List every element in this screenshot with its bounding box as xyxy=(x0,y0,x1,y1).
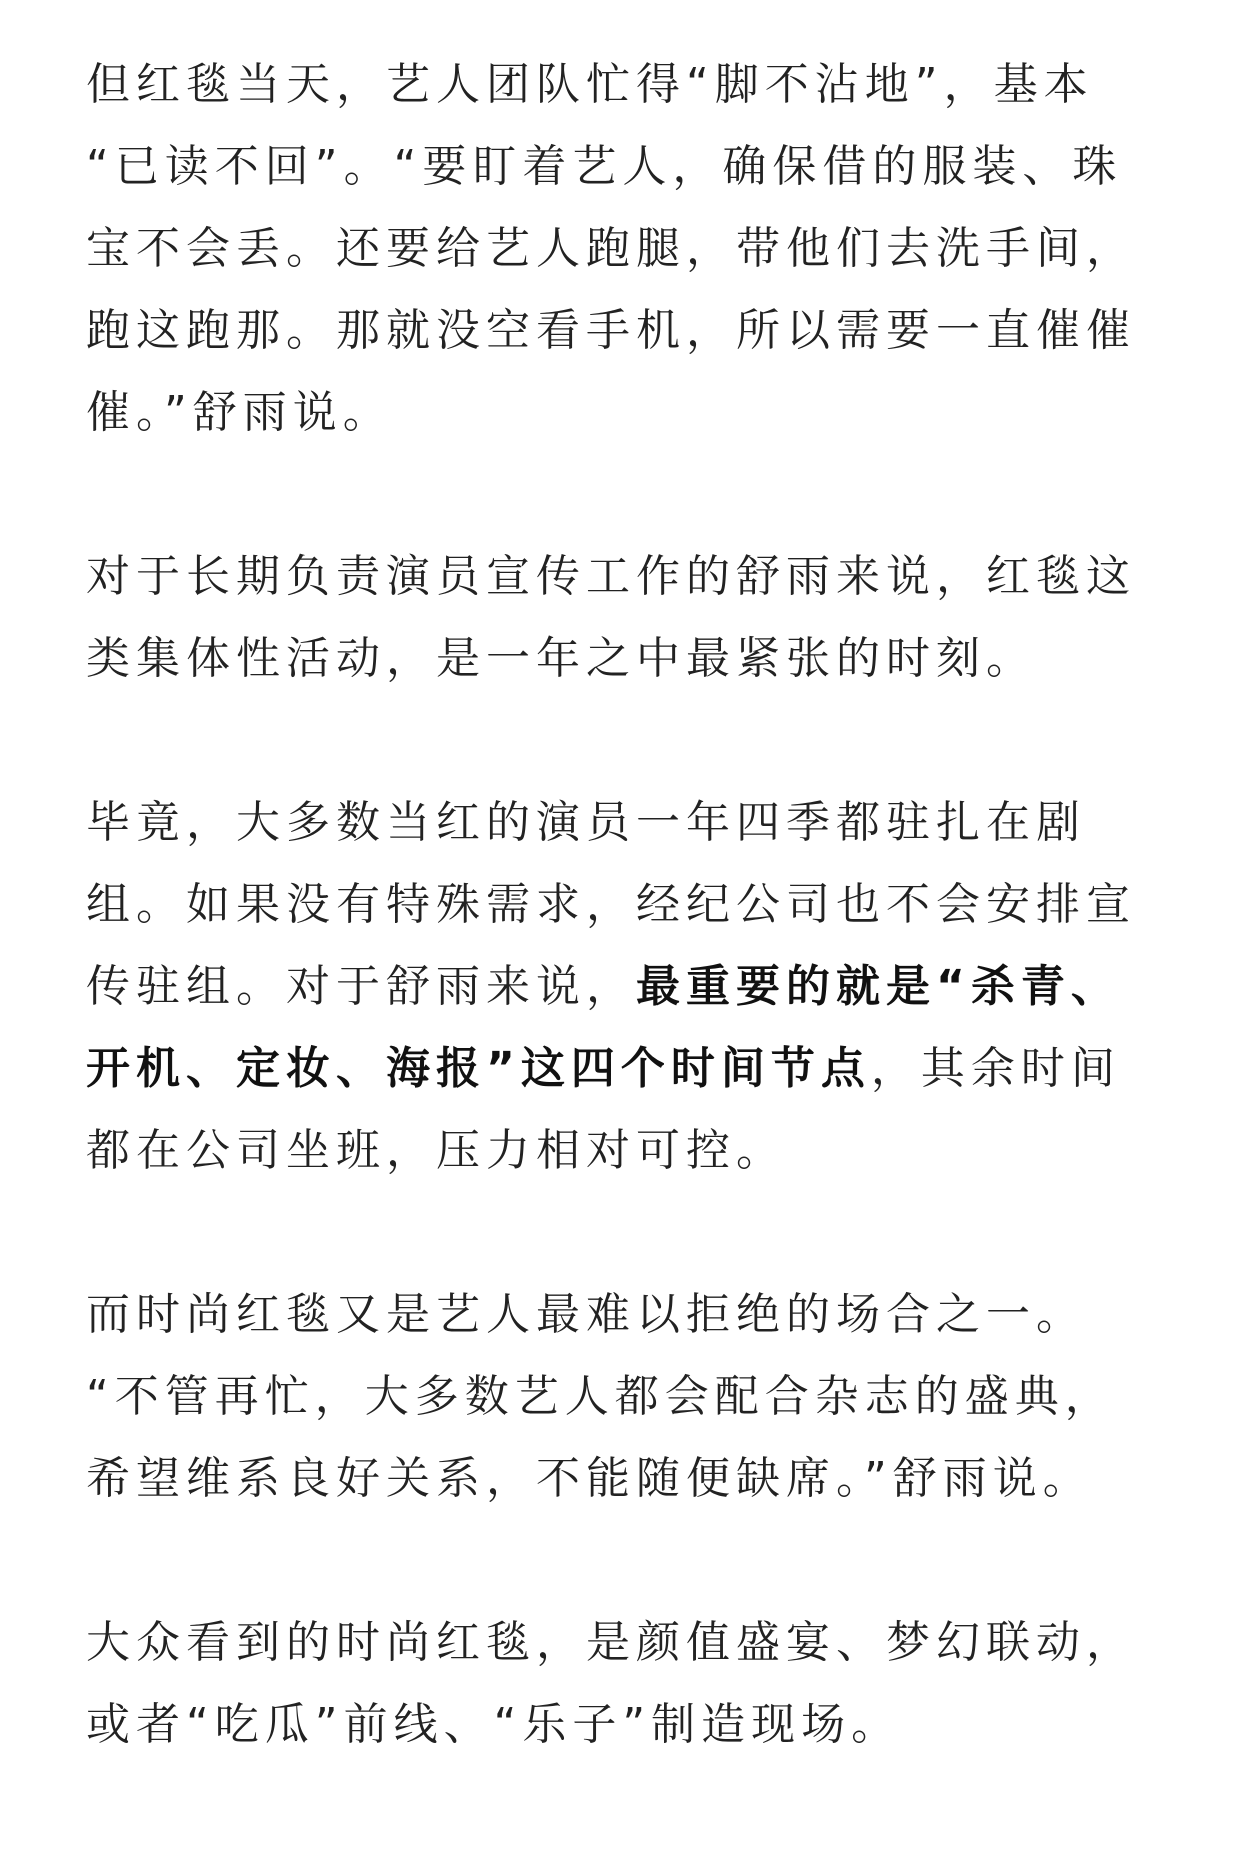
bold-emphasis: 开机、定妆、海报”这四个时间节点 xyxy=(86,1043,871,1094)
text-line: “已读不回”。“要盯着艺人，确保借的服装、珠 xyxy=(86,141,1123,192)
paragraph-1 xyxy=(86,44,1166,454)
text-line: 但红毯当天，艺人团队忙得“脚不沾地”，基本 xyxy=(86,59,1094,110)
text-line: “不管再忙，大多数艺人都会配合杂志的盛典， xyxy=(86,1371,1115,1422)
paragraph-2 xyxy=(86,536,1166,700)
text-line: 类集体性活动，是一年之中最紧张的时刻。 xyxy=(86,633,1036,684)
text-line: 宝不会丢。还要给艺人跑腿，带他们去洗手间， xyxy=(86,223,1136,274)
text-line: 而时尚红毯又是艺人最难以拒绝的场合之一。 xyxy=(86,1289,1086,1340)
article-body xyxy=(86,44,1166,1766)
bold-emphasis: 最重要的就是“杀青、 xyxy=(636,961,1121,1012)
text-line: 传驻组。对于舒雨来说，最重要的就是“杀青、 xyxy=(86,961,1121,1012)
text-line: 开机、定妆、海报”这四个时间节点，其余时间 xyxy=(86,1043,1121,1094)
text-line: 都在公司坐班，压力相对可控。 xyxy=(86,1125,786,1176)
text-line: 组。如果没有特殊需求，经纪公司也不会安排宣 xyxy=(86,879,1136,930)
text-line: 希望维系良好关系，不能随便缺席。”舒雨说。 xyxy=(86,1453,1093,1504)
text-line: 跑这跑那。那就没空看手机，所以需要一直催催 xyxy=(86,305,1136,356)
paragraph-5 xyxy=(86,1602,1166,1766)
text-line: 大众看到的时尚红毯，是颜值盛宴、梦幻联动， xyxy=(86,1617,1136,1668)
paragraph-3 xyxy=(86,782,1166,1192)
text-line: 或者“吃瓜”前线、“乐子”制造现场。 xyxy=(86,1699,902,1750)
text-line: 催。”舒雨说。 xyxy=(86,387,393,438)
paragraph-4 xyxy=(86,1274,1166,1520)
text-line: 毕竟，大多数当红的演员一年四季都驻扎在剧 xyxy=(86,797,1086,848)
text-line: 对于长期负责演员宣传工作的舒雨来说，红毯这 xyxy=(86,551,1136,602)
